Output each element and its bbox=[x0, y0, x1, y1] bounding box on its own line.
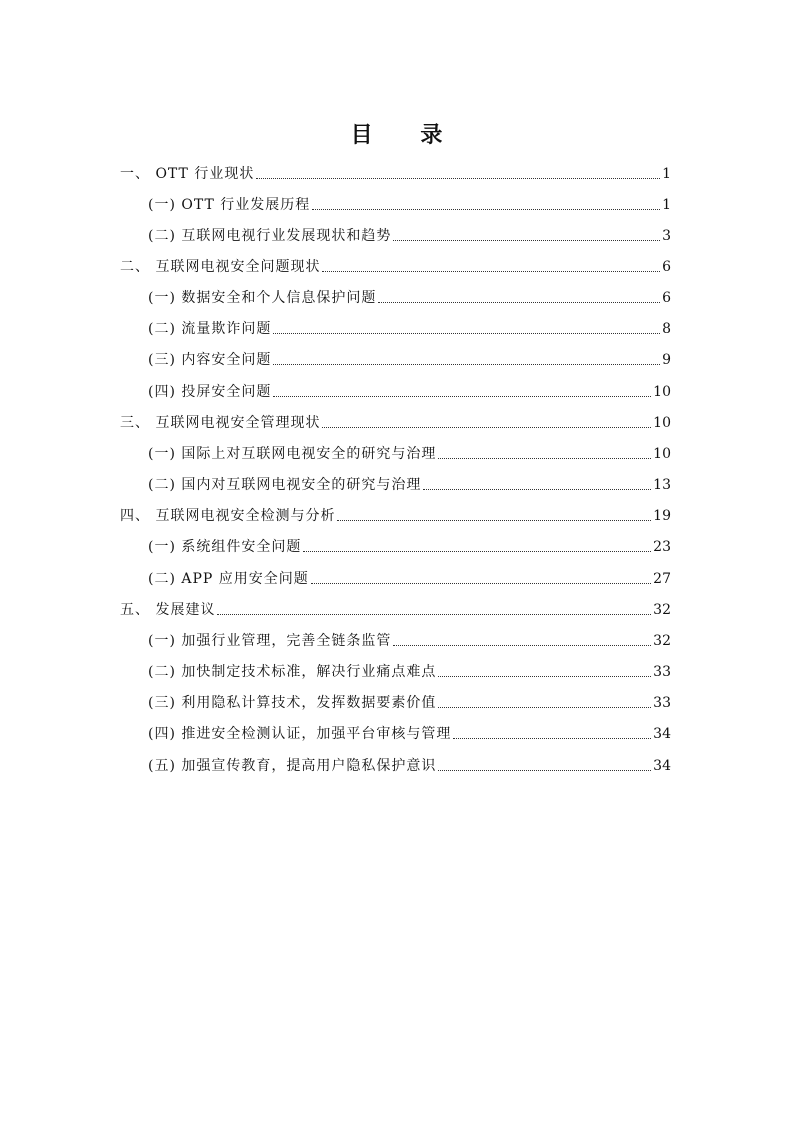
dot-leader bbox=[303, 551, 651, 552]
toc-entry-page: 23 bbox=[653, 539, 671, 555]
toc-entry-page: 3 bbox=[662, 228, 671, 244]
dot-leader bbox=[438, 707, 651, 708]
dot-leader bbox=[438, 458, 651, 459]
toc-entry-label: 二、 互联网电视安全问题现状 bbox=[120, 259, 321, 275]
dot-leader bbox=[273, 333, 660, 334]
toc-entry-2-2[interactable] bbox=[148, 314, 671, 338]
toc-entry-page: 33 bbox=[653, 664, 671, 680]
toc-entry-4-2[interactable] bbox=[148, 564, 671, 588]
toc-entry-label: (一) 加强行业管理，完善全链条监管 bbox=[148, 633, 392, 649]
dot-leader bbox=[217, 614, 651, 615]
dot-leader bbox=[312, 209, 660, 210]
toc-entry-page: 1 bbox=[662, 166, 671, 182]
toc-entry-1-1[interactable] bbox=[148, 190, 671, 214]
dot-leader bbox=[337, 520, 651, 521]
toc-entry-5-2[interactable] bbox=[148, 657, 671, 681]
dot-leader bbox=[273, 396, 651, 397]
toc-entry-label: (一) 数据安全和个人信息保护问题 bbox=[148, 290, 377, 306]
toc-entry-label: (一) 国际上对互联网电视安全的研究与治理 bbox=[148, 446, 437, 462]
toc-entry-page: 34 bbox=[653, 758, 671, 774]
toc-entry-label: (二) 加快制定技术标准，解决行业痛点难点 bbox=[148, 664, 437, 680]
dot-leader bbox=[378, 302, 660, 303]
toc-entry-label: 三、 互联网电视安全管理现状 bbox=[120, 415, 321, 431]
toc-entry-label: (四) 推进安全检测认证，加强平台审核与管理 bbox=[148, 726, 452, 742]
dot-leader bbox=[322, 427, 651, 428]
dot-leader bbox=[256, 178, 660, 179]
toc-entry-section-1[interactable] bbox=[120, 159, 671, 183]
dot-leader bbox=[438, 676, 651, 677]
toc-entry-page: 9 bbox=[662, 352, 671, 368]
toc-entry-label: (二) 国内对互联网电视安全的研究与治理 bbox=[148, 477, 422, 493]
toc-entry-page: 33 bbox=[653, 695, 671, 711]
toc-entry-page: 32 bbox=[653, 633, 671, 649]
toc-entry-label: (一) OTT 行业发展历程 bbox=[148, 197, 311, 213]
toc-entry-page: 6 bbox=[662, 290, 671, 306]
toc-entry-section-5[interactable] bbox=[120, 595, 671, 619]
toc-entry-page: 10 bbox=[653, 384, 671, 400]
toc-entry-2-3[interactable] bbox=[148, 345, 671, 369]
toc-entry-5-5[interactable] bbox=[148, 751, 671, 775]
toc-entry-section-2[interactable] bbox=[120, 252, 671, 276]
toc-entry-page: 10 bbox=[653, 446, 671, 462]
dot-leader bbox=[453, 738, 651, 739]
toc-entry-label: (二) 流量欺诈问题 bbox=[148, 321, 272, 337]
dot-leader bbox=[322, 271, 660, 272]
toc-entry-label: (五) 加强宣传教育，提高用户隐私保护意识 bbox=[148, 758, 437, 774]
toc-entry-label: 五、 发展建议 bbox=[120, 602, 216, 618]
toc-entry-label: (三) 利用隐私计算技术，发挥数据要素价值 bbox=[148, 695, 437, 711]
dot-leader bbox=[311, 583, 651, 584]
toc-entry-5-3[interactable] bbox=[148, 688, 671, 712]
toc-entry-section-3[interactable] bbox=[120, 408, 671, 432]
toc-entry-label: (一) 系统组件安全问题 bbox=[148, 539, 302, 555]
toc-entry-page: 6 bbox=[662, 259, 671, 275]
toc-entry-page: 1 bbox=[662, 197, 671, 213]
toc-entry-label: 一、 OTT 行业现状 bbox=[120, 166, 255, 182]
toc-entry-4-1[interactable] bbox=[148, 532, 671, 556]
toc-entry-label: (三) 内容安全问题 bbox=[148, 352, 272, 368]
toc-entry-label: (二) 互联网电视行业发展现状和趋势 bbox=[148, 228, 392, 244]
toc-entry-2-4[interactable] bbox=[148, 377, 671, 401]
dot-leader bbox=[423, 489, 651, 490]
toc-title: 目 录 bbox=[350, 122, 463, 148]
toc-entry-3-2[interactable] bbox=[148, 470, 671, 494]
toc-entry-page: 19 bbox=[653, 508, 671, 524]
toc-entry-label: (四) 投屏安全问题 bbox=[148, 384, 272, 400]
toc-entry-label: 四、 互联网电视安全检测与分析 bbox=[120, 508, 336, 524]
toc-entry-label: (二) APP 应用安全问题 bbox=[148, 571, 309, 587]
toc-entry-2-1[interactable] bbox=[148, 283, 671, 307]
dot-leader bbox=[438, 770, 651, 771]
toc-entry-1-2[interactable] bbox=[148, 221, 671, 245]
dot-leader bbox=[393, 240, 660, 241]
dot-leader bbox=[393, 645, 651, 646]
toc-entry-3-1[interactable] bbox=[148, 439, 671, 463]
toc-entry-page: 8 bbox=[662, 321, 671, 337]
toc-entry-page: 27 bbox=[653, 571, 671, 587]
dot-leader bbox=[273, 364, 660, 365]
toc-entry-5-4[interactable] bbox=[148, 719, 671, 743]
toc-entry-page: 10 bbox=[653, 415, 671, 431]
toc-entry-section-4[interactable] bbox=[120, 501, 671, 525]
toc-entry-page: 32 bbox=[653, 602, 671, 618]
toc-entry-page: 13 bbox=[653, 477, 671, 493]
toc-entry-page: 34 bbox=[653, 726, 671, 742]
toc-entry-5-1[interactable] bbox=[148, 626, 671, 650]
